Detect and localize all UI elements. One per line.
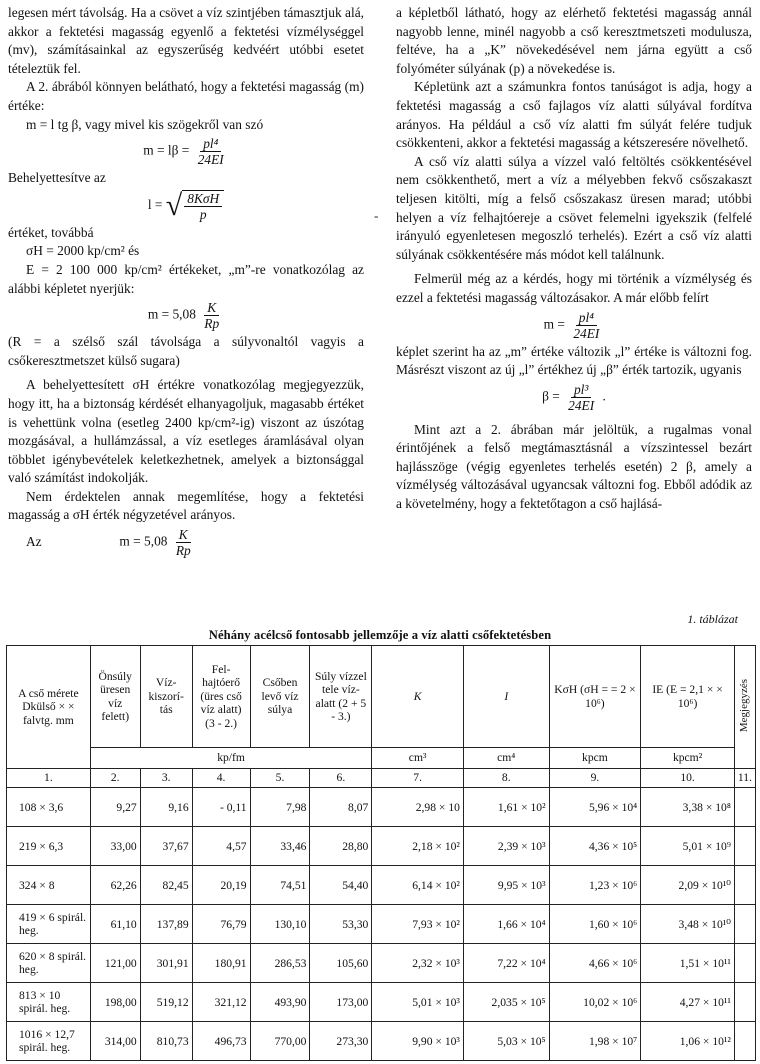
table-cell: 1,23 × 10⁶ bbox=[549, 866, 641, 905]
table-row bbox=[7, 983, 756, 1022]
paragraph: Nem érdektelen annak megemlítése, hogy a fektetési magasság a σH érték négyzetével arányos. bbox=[8, 488, 364, 523]
table-cell: 8,07 bbox=[310, 788, 372, 827]
table-cell: 7,93 × 10² bbox=[372, 905, 464, 944]
paragraph: E = 2 100 000 kp/cm² értékeket, „m”-re vonatkozólag az alábbi képletet nyerjük: bbox=[8, 261, 364, 296]
table-cell: 6,14 × 10² bbox=[372, 866, 464, 905]
table-cell: 419 × 6 spirál. heg. bbox=[7, 905, 91, 944]
table-cell: 28,80 bbox=[310, 827, 372, 866]
header-cell: Súly vízzel tele víz-alatt (2 + 5 - 3.) bbox=[310, 646, 372, 748]
table-cell: 2,09 × 10¹⁰ bbox=[641, 866, 735, 905]
table-cell: 61,10 bbox=[90, 905, 140, 944]
equation: l = √ $\frac{\text{8KσH}}{p}$ bbox=[8, 190, 364, 222]
colnum-cell: 11. bbox=[734, 769, 755, 788]
table-cell: 82,45 bbox=[140, 866, 192, 905]
table-cell: 5,96 × 10⁴ bbox=[549, 788, 641, 827]
right-column bbox=[396, 4, 752, 514]
table-cell: 2,39 × 10³ bbox=[463, 827, 549, 866]
colnum-cell: 10. bbox=[641, 769, 735, 788]
paragraph: legesen mért távolság. Ha a csövet a víz szintjében támasztjuk alá, akkor a fektetési magasság egyenlő a fektetési vízmélységgel (mv), számításainkal az egyszerűség kedvéért utóbbi esetet tételeztük fel. bbox=[8, 5, 364, 76]
table-cell: 286,53 bbox=[250, 944, 310, 983]
paragraph: m = l tg β, vagy mivel kis szögekről van szó bbox=[26, 116, 264, 132]
table-cell: 2,035 × 10⁵ bbox=[463, 983, 549, 1022]
colnum-cell: 1. bbox=[7, 769, 91, 788]
table-cell: 1,51 × 10¹¹ bbox=[641, 944, 735, 983]
table-cell: 10,02 × 10⁶ bbox=[549, 983, 641, 1022]
table-cell: 301,91 bbox=[140, 944, 192, 983]
header-cell: Csőben levő víz súlya bbox=[250, 646, 310, 748]
colnum-cell: 4. bbox=[192, 769, 250, 788]
table-cell: 4,66 × 10⁶ bbox=[549, 944, 641, 983]
table-title: Néhány acélcső fontosabb jellemzője a víz alatti csőfektetésben bbox=[208, 628, 552, 642]
table-cell: 137,89 bbox=[140, 905, 192, 944]
table-cell: 4,57 bbox=[192, 827, 250, 866]
unit-cell: cm⁴ bbox=[463, 748, 549, 769]
table-cell bbox=[734, 983, 755, 1022]
table-caption: 1. táblázat bbox=[687, 612, 738, 626]
table-cell: 198,00 bbox=[90, 983, 140, 1022]
table-cell: 2,18 × 10² bbox=[372, 827, 464, 866]
table-row bbox=[7, 827, 756, 866]
table-cell: 1016 × 12,7 spirál. heg. bbox=[7, 1022, 91, 1061]
table-cell: 273,30 bbox=[310, 1022, 372, 1061]
paragraph: A 2. ábrából könnyen belátható, hogy a fektetési magasság (m) értéke: bbox=[8, 79, 364, 113]
table-cell: 54,40 bbox=[310, 866, 372, 905]
paragraph: Felmerül még az a kérdés, hogy mi történik a vízmélység és ezzel a fektetési magasság változásakor. A már előbb felírt bbox=[396, 271, 752, 305]
left-column bbox=[8, 4, 364, 560]
equation: m = lβ = $\frac{\text{pl⁴}}{24EI}$ bbox=[143, 136, 224, 168]
table-cell: 7,22 × 10⁴ bbox=[463, 944, 549, 983]
table-cell: 20,19 bbox=[192, 866, 250, 905]
unit-cell: kpcm² bbox=[641, 748, 735, 769]
table-cell: 37,67 bbox=[140, 827, 192, 866]
colnum-cell: 2. bbox=[90, 769, 140, 788]
table-cell: 53,30 bbox=[310, 905, 372, 944]
table-cell: 173,00 bbox=[310, 983, 372, 1022]
colnum-cell: 6. bbox=[310, 769, 372, 788]
colnum-cell: 3. bbox=[140, 769, 192, 788]
table-cell: 9,27 bbox=[90, 788, 140, 827]
table-cell: 105,60 bbox=[310, 944, 372, 983]
table-cell: 2,98 × 10 bbox=[372, 788, 464, 827]
paragraph: értéket, továbbá bbox=[8, 224, 94, 240]
table-cell: 76,79 bbox=[192, 905, 250, 944]
paragraph: Mint azt a 2. ábrában már jelöltük, a rugalmas vonal érintőjének a felső megtámasztásnál a vízszintessel bezárt hajlásszöge (végig egyenletes terhelés esetén) 2 β, amely a vízmélység változásával ugyancsak változni fog. Ebből adódik az a követelmény, hogy a fektetőtagon a cső hajlásá- bbox=[396, 421, 752, 512]
header-cell: K bbox=[372, 646, 464, 748]
table-row bbox=[7, 1022, 756, 1061]
table-cell: 5,03 × 10⁵ bbox=[463, 1022, 549, 1061]
paragraph: Behelyettesítve az bbox=[8, 170, 106, 186]
unit-cell: kp/fm bbox=[90, 748, 372, 769]
colnum-cell: 8. bbox=[463, 769, 549, 788]
table-cell: 33,46 bbox=[250, 827, 310, 866]
table-cell: 1,60 × 10⁶ bbox=[549, 905, 641, 944]
equation: m = 5,08 $\frac{K}{Rp}$ bbox=[147, 300, 220, 332]
table-cell: 3,38 × 10⁸ bbox=[641, 788, 735, 827]
paragraph: (R = a szélső szál távolsága a súlyvonaltól vagyis a csőkeresztmetszet külső sugara) bbox=[8, 334, 364, 368]
header-cell: Megjegyzés bbox=[734, 646, 755, 769]
paragraph: A behelyettesített σH értékre vonatkozólag megjegyezzük, hogy itt, ha a biztonság kérdését elhanyagoljuk, magasabb értéket is vehettünk volna (esetleg 2400 kp/cm²-ig) viszont az úszótag mozgásával, a hullámzással, a víz esetleges áramlásával olyan többlet igénybevételek keletkezhetnek, amelyek a biztonsággal való számítást indokolják. bbox=[8, 377, 364, 486]
table-cell: 4,36 × 10⁵ bbox=[549, 827, 641, 866]
table-cell: 1,06 × 10¹² bbox=[641, 1022, 735, 1061]
paragraph: képlet szerint ha az „m” értéke változik „l” értéke is változni fog. Másrészt viszont az új „l” értékhez új „β” érték tartozik, ugyanis bbox=[396, 343, 752, 378]
table-cell: 5,01 × 10³ bbox=[372, 983, 464, 1022]
table-cell: 324 × 8 bbox=[7, 866, 91, 905]
table-cell bbox=[734, 866, 755, 905]
table-row bbox=[7, 944, 756, 983]
table-cell: 9,90 × 10³ bbox=[372, 1022, 464, 1061]
table-cell: 314,00 bbox=[90, 1022, 140, 1061]
paragraph: A cső víz alatti súlya a vízzel való feltöltés csökkentésével nem csökkenthető, mert a víz a mélyebben fekvő csőszakaszt teljesen kitölti, míg a felső csőszakasz üresen marad; utóbbi helyen a víz felhajtóereje a csövet felemelni igyekszik (felfelé irányuló egyenletesen megoszló terhelés). Ezért a cső víz alatti súlyának csökkentésére más módot kell találnunk. bbox=[396, 153, 752, 262]
table-cell bbox=[734, 1022, 755, 1061]
table-cell: 493,90 bbox=[250, 983, 310, 1022]
paragraph: a képletből látható, hogy az elérhető fektetési magasság annál nagyobb lenne, minél nagyobb a cső keresztmetszeti modulusza, feltéve, ha a „K” növekedésével nem járna együtt a cső folyóméter súlyának (p) a növekedése is. bbox=[396, 5, 752, 76]
colnum-cell: 7. bbox=[372, 769, 464, 788]
table-cell: 810,73 bbox=[140, 1022, 192, 1061]
table-cell bbox=[734, 788, 755, 827]
table-cell: 180,91 bbox=[192, 944, 250, 983]
header-cell: Víz-kiszorí-tás bbox=[140, 646, 192, 748]
table-cell: 2,32 × 10³ bbox=[372, 944, 464, 983]
table-cell bbox=[734, 827, 755, 866]
table-cell bbox=[734, 905, 755, 944]
table-row bbox=[7, 788, 756, 827]
header-cell: IE (E = 2,1 × × 10⁶) bbox=[641, 646, 735, 748]
unit-cell: cm³ bbox=[372, 748, 464, 769]
colnum-cell: 5. bbox=[250, 769, 310, 788]
table-cell: 1,61 × 10² bbox=[463, 788, 549, 827]
table-cell: 1,66 × 10⁴ bbox=[463, 905, 549, 944]
table-cell: 9,16 bbox=[140, 788, 192, 827]
table-row bbox=[7, 866, 756, 905]
table-cell: 130,10 bbox=[250, 905, 310, 944]
colnum-cell: 9. bbox=[549, 769, 641, 788]
paragraph: Képletünk azt a számunkra fontos tanúságot is adja, hogy a fektetési magasság a cső fajlagos víz alatti súlyával fordítva arányos. Ha például a cső víz alatti fm súlyát felére tudjuk csökkenteni, akkor a fektetési magasság a kétszeresére növelhető. bbox=[396, 79, 752, 151]
equation: Az m = 5,08 $\frac{K}{Rp}$ bbox=[26, 527, 191, 559]
paragraph: σH = 2000 kp/cm² és bbox=[26, 243, 140, 259]
equation: β = $\frac{\text{pl³}}{24EI}$ . bbox=[542, 381, 606, 413]
margin-mark: - bbox=[374, 208, 379, 223]
header-cell: Fel-hajtóerő (üres cső víz alatt) (3 - 2.) bbox=[192, 646, 250, 748]
header-cell: I bbox=[463, 646, 549, 748]
table-row bbox=[7, 905, 756, 944]
table-cell: 519,12 bbox=[140, 983, 192, 1022]
header-cell: Önsúly üresen víz felett) bbox=[90, 646, 140, 748]
unit-cell: kpcm bbox=[549, 748, 641, 769]
table-cell: 62,26 bbox=[90, 866, 140, 905]
table-cell: 9,95 × 10³ bbox=[463, 866, 549, 905]
table-cell: 108 × 3,6 bbox=[7, 788, 91, 827]
data-table bbox=[6, 645, 756, 1061]
table-cell: 7,98 bbox=[250, 788, 310, 827]
table-cell: 121,00 bbox=[90, 944, 140, 983]
table-cell: 770,00 bbox=[250, 1022, 310, 1061]
table-cell: 620 × 8 spirál. heg. bbox=[7, 944, 91, 983]
table-cell: - 0,11 bbox=[192, 788, 250, 827]
table-cell: 74,51 bbox=[250, 866, 310, 905]
table-cell: 813 × 10 spirál. heg. bbox=[7, 983, 91, 1022]
table-cell: 33,00 bbox=[90, 827, 140, 866]
table-cell: 1,98 × 10⁷ bbox=[549, 1022, 641, 1061]
table-cell: 5,01 × 10⁹ bbox=[641, 827, 735, 866]
table-cell: 3,48 × 10¹⁰ bbox=[641, 905, 735, 944]
table-cell: 496,73 bbox=[192, 1022, 250, 1061]
equation: m = $\frac{\text{pl⁴}}{24EI}$ bbox=[543, 309, 600, 341]
table-cell: 321,12 bbox=[192, 983, 250, 1022]
header-cell: KσH (σH = = 2 × 10⁶) bbox=[549, 646, 641, 748]
table-cell: 219 × 6,3 bbox=[7, 827, 91, 866]
header-cell: A cső mérete Dkülső × × falvtg. mm bbox=[7, 646, 91, 769]
table-cell bbox=[734, 944, 755, 983]
table-cell: 4,27 × 10¹¹ bbox=[641, 983, 735, 1022]
